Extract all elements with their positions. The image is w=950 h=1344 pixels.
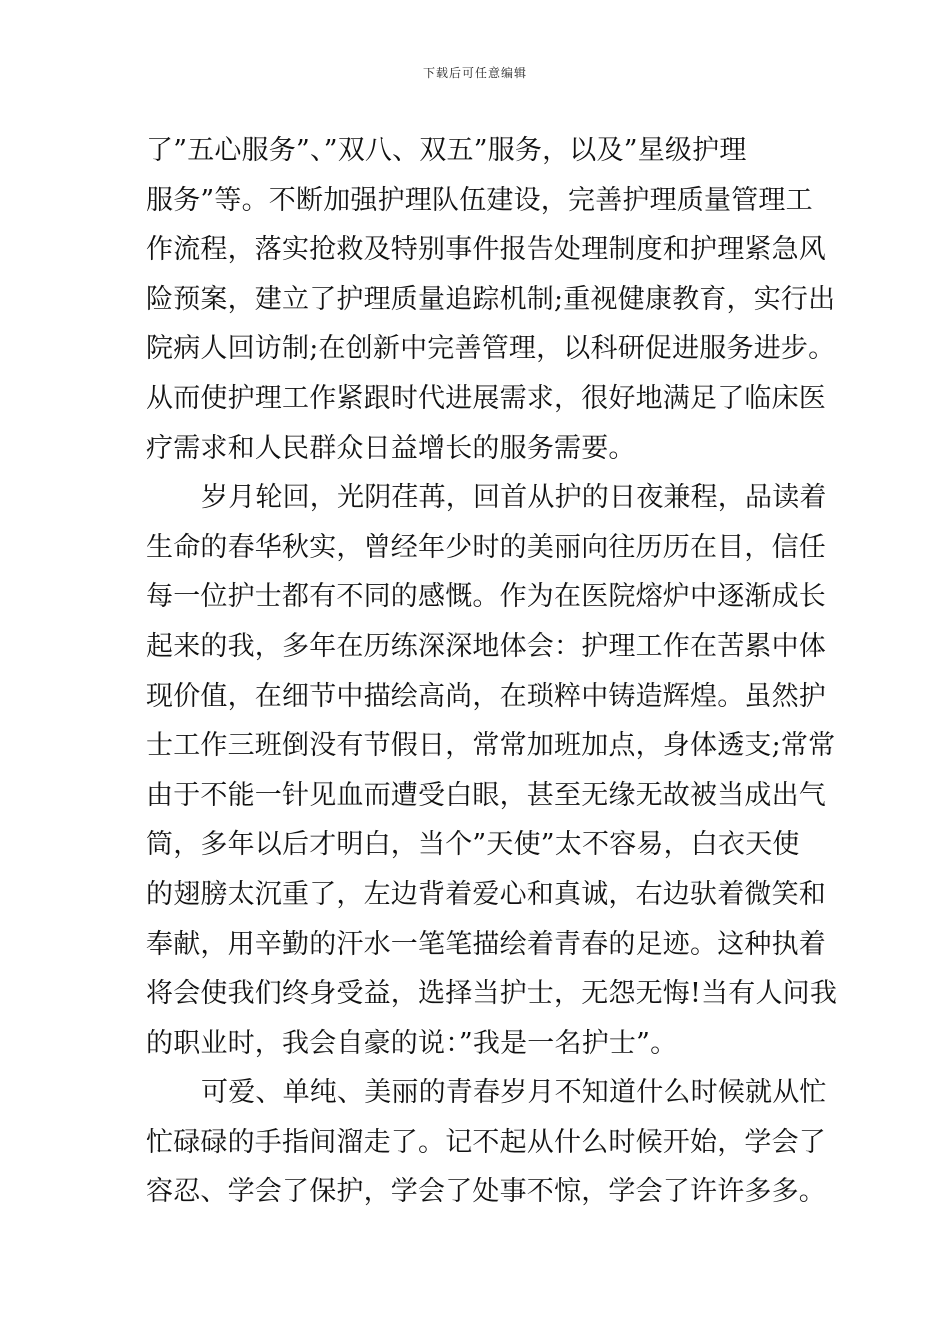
text-line: 险预案，建立了护理质量追踪机制;重视健康教育，实行出 [146,283,836,315]
text-line: 的职业时，我会自豪的说：”我是一名护士”。 [146,1027,678,1059]
text-line: 生命的春华秋实，曾经年少时的美丽向往历历在目，信任 [146,531,826,563]
text-line: 奉献，用辛勤的汗水一笔笔描绘着青春的足迹。这种执着 [146,928,826,960]
text-line: 服务”等。不断加强护理队伍建设，完善护理质量管理工 [146,184,813,216]
text-line: 院病人回访制;在创新中完善管理，以科研促进服务进步。 [146,333,836,365]
document-body [146,126,838,1217]
paragraph-start-line: 岁月轮回，光阴荏苒，回首从护的日夜兼程，品读着 [201,482,827,514]
text-line: 现价值，在细节中描绘高尚，在琐粹中铸造辉煌。虽然护 [146,680,826,712]
text-line: 起来的我，多年在历练深深地体会：护理工作在苦累中体 [146,630,826,662]
text-line: 忙碌碌的手指间溜走了。记不起从什么时候开始，学会了 [146,1126,826,1158]
text-line: 每一位护士都有不同的感慨。作为在医院熔炉中逐渐成长 [146,581,826,613]
text-line: 容忍、学会了保护，学会了处事不惊，学会了许许多多。 [146,1176,826,1208]
text-line: 的翅膀太沉重了，左边背着爱心和真诚，右边驮着微笑和 [146,878,826,910]
text-line: 由于不能一针见血而遭受白眼，甚至无缘无故被当成出气 [146,779,826,811]
text-line: 了”五心服务”、”双八、双五”服务，以及”星级护理 [146,135,747,166]
text-line: 士工作三班倒没有节假日，常常加班加点，身体透支;常常 [146,730,836,762]
text-line: 筒，多年以后才明白，当个”天使”太不容易，白衣天使 [146,829,800,861]
page-header: 下载后可任意编辑 [422,66,527,80]
text-line: 作流程，落实抢救及特别事件报告处理制度和护理紧急风 [146,234,826,266]
text-line: 从而使护理工作紧跟时代进展需求，很好地满足了临床医 [146,382,826,414]
paragraph-start-line: 可爱、单纯、美丽的青春岁月不知道什么时候就从忙 [201,1077,827,1109]
text-line: 疗需求和人民群众日益增长的服务需要。 [146,432,636,464]
text-line: 将会使我们终身受益，选择当护士，无怨无悔!当有人问我 [146,978,838,1010]
